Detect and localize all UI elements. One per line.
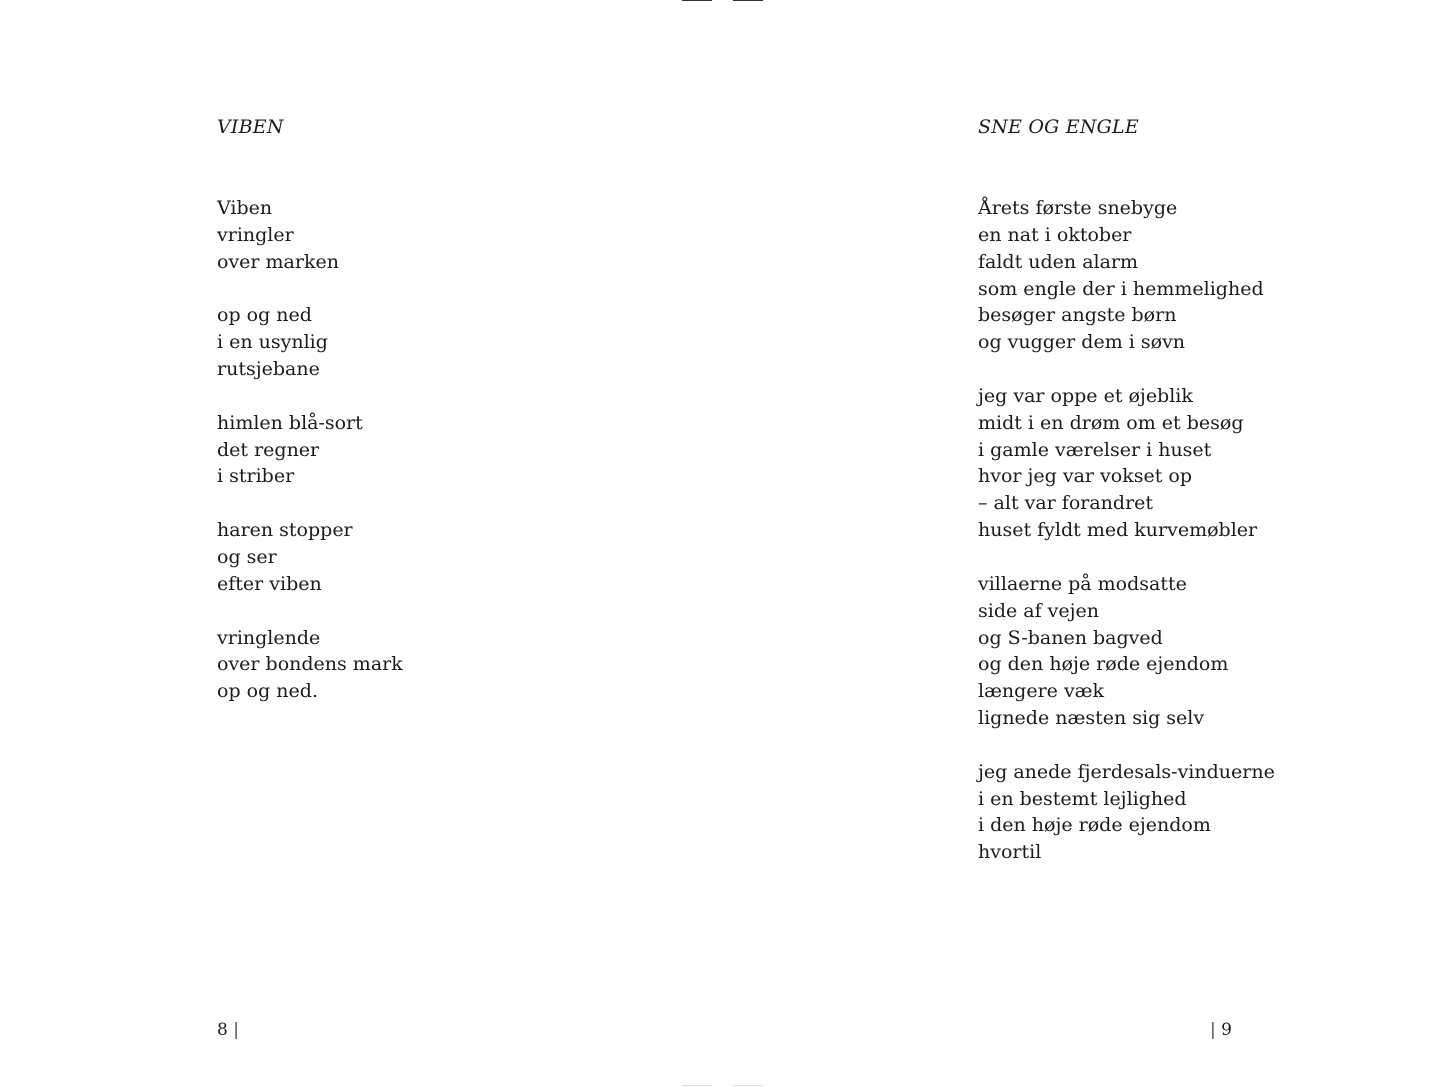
stanza xyxy=(217,517,403,598)
poem-line: haren stopper xyxy=(217,519,353,542)
stanza xyxy=(217,302,403,383)
poem-line: vringlende xyxy=(217,626,321,649)
poem-line: i den høje røde ejendom xyxy=(978,814,1211,837)
poem-line: vringler xyxy=(217,223,294,246)
poem-line: villaerne på modsatte xyxy=(978,572,1187,595)
poem-line: jeg var oppe et øjeblik xyxy=(978,384,1193,407)
page-number: 9 xyxy=(1221,1020,1232,1040)
poem-line: faldt uden alarm xyxy=(978,250,1139,273)
poem-line: rutsjebane xyxy=(217,358,320,381)
poem-line: over marken xyxy=(217,250,339,273)
poem-line: og S-banen bagved xyxy=(978,626,1163,649)
poem-line: efter viben xyxy=(217,572,322,595)
stanza xyxy=(978,571,1275,732)
left-page xyxy=(217,0,717,1087)
poem-line: i en usynlig xyxy=(217,331,328,354)
poem-title: VIBEN xyxy=(217,116,284,138)
poem-line: en nat i oktober xyxy=(978,223,1132,246)
poem-line: Viben xyxy=(217,197,273,219)
crop-mark xyxy=(733,1085,763,1086)
poem-line: op og ned xyxy=(217,304,312,327)
poem-body xyxy=(217,195,403,705)
poem-line: – alt var forandret xyxy=(978,492,1154,515)
poem-line: i en bestemt lejlighed xyxy=(978,787,1187,810)
poem-line: hvor jeg var vokset op xyxy=(978,465,1193,488)
page-number-left xyxy=(217,1018,239,1042)
stanza xyxy=(978,759,1275,866)
stanza xyxy=(217,625,403,706)
folio-separator: | xyxy=(233,1020,239,1040)
poem-line: midt i en drøm om et besøg xyxy=(978,411,1244,434)
folio-separator: | xyxy=(1210,1020,1216,1040)
poem-line: hvortil xyxy=(978,841,1042,864)
crop-mark xyxy=(733,0,763,1)
poem-line: lignede næsten sig selv xyxy=(978,707,1205,730)
poem-line: og ser xyxy=(217,545,277,568)
poem-line: det regner xyxy=(217,438,320,461)
page-number: 8 xyxy=(217,1020,228,1040)
poem-line: besøger angste børn xyxy=(978,304,1177,327)
poem-line: over bondens mark xyxy=(217,653,403,676)
poem-line: huset fyldt med kurvemøbler xyxy=(978,519,1258,542)
poem-body xyxy=(978,195,1275,866)
poem-line: i striber xyxy=(217,465,295,488)
stanza xyxy=(978,195,1275,356)
stanza xyxy=(978,383,1275,544)
poem-line: og vugger dem i søvn xyxy=(978,331,1186,354)
poem-line: side af vejen xyxy=(978,599,1100,622)
poem-line: op og ned. xyxy=(217,680,318,703)
poem-line: længere væk xyxy=(978,680,1105,703)
page-number-right xyxy=(1210,1018,1232,1042)
poem-line: Årets første snebyge xyxy=(978,197,1178,219)
poem-line: som engle der i hemmelighed xyxy=(978,277,1264,300)
poem-title: SNE OG ENGLE xyxy=(978,116,1139,138)
stanza xyxy=(217,410,403,491)
poem-line: himlen blå-sort xyxy=(217,411,363,434)
right-page xyxy=(978,0,1398,1087)
stanza xyxy=(217,195,403,276)
poem-line: jeg anede fjerdesals-vinduerne xyxy=(978,760,1275,783)
poem-line: i gamle værelser i huset xyxy=(978,438,1212,461)
poem-line: og den høje røde ejendom xyxy=(978,653,1229,676)
